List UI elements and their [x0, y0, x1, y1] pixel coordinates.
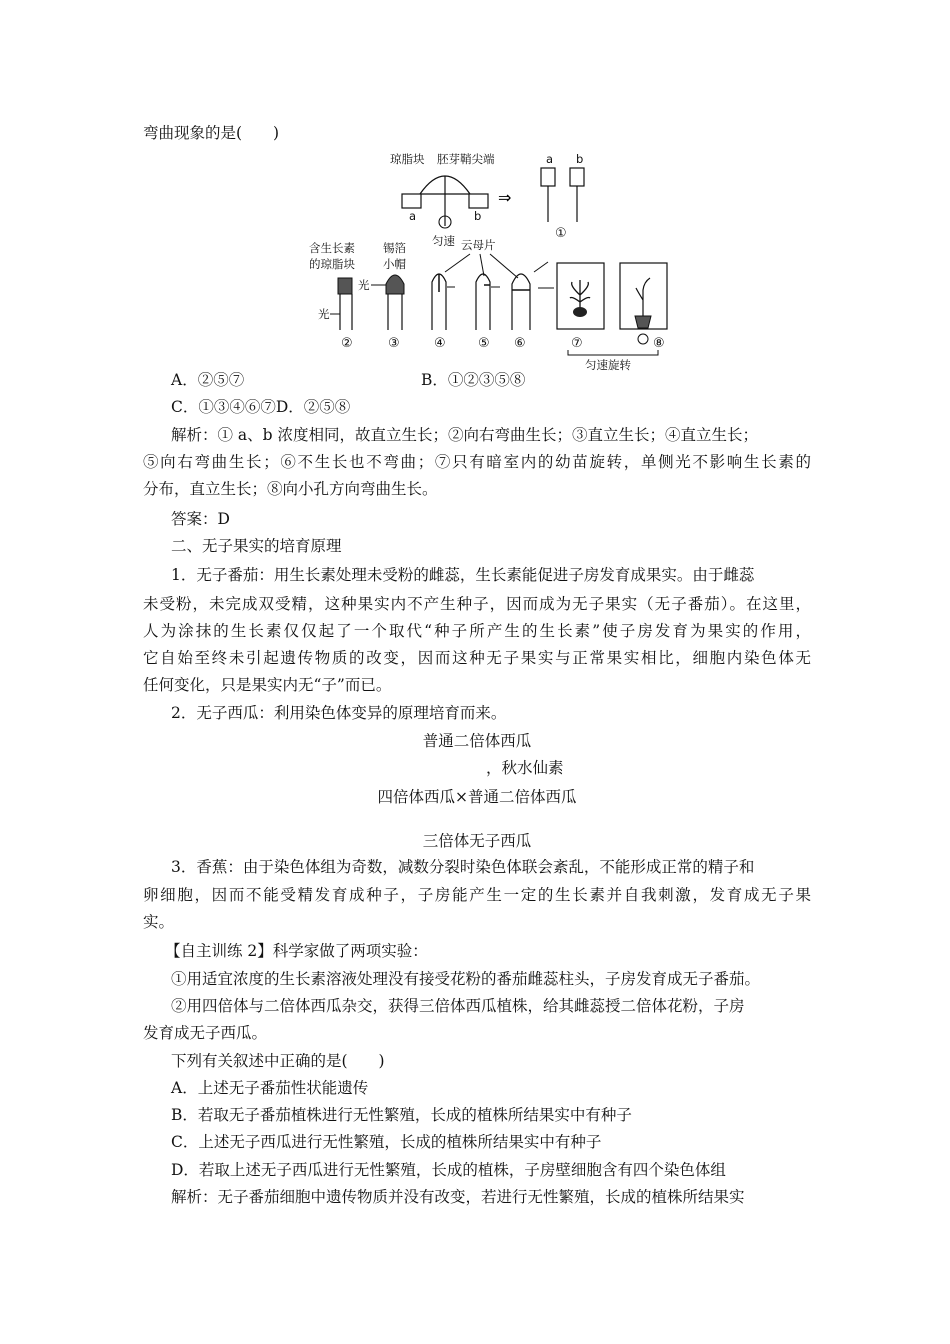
figure-num-3: ③	[388, 336, 400, 351]
scheme-line-2: ，秋水仙素	[486, 759, 564, 777]
pot-7	[573, 307, 587, 317]
p3-line-1: 3．香蕉：由于染色体组为奇数，减数分裂时染色体联会紊乱，不能形成正常的精子和	[171, 858, 755, 876]
scheme-line-4: 三倍体无子西瓜	[422, 832, 532, 850]
experiment-2-line-2: 发育成无子西瓜。	[143, 1024, 268, 1042]
mica-pointer-5	[480, 254, 484, 276]
training-title: 【自主训练 2】科学家做了两项实验：	[165, 942, 428, 960]
seedling-6	[512, 274, 530, 330]
figure-label-auxin-1: 含生长素	[309, 241, 355, 255]
figure-label-foil-2: 小帽	[383, 257, 406, 271]
figure-label-mica: 云母片	[461, 238, 496, 252]
experiment-1: ①用适宜浓度的生长素溶液处理没有接受花粉的番茄雌蕊柱头，子房发育成无子番茄。	[171, 970, 761, 988]
q2-option-a: A．上述无子番茄性状能遗传	[171, 1079, 369, 1097]
q2-option-d: D．若取上述无子西瓜进行无性繁殖，长成的植株，子房壁细胞含有四个染色体组	[171, 1161, 726, 1179]
analysis-line-1: 解析：① a、b 浓度相同，故直立生长；②向右弯曲生长；③直立生长；④直立生长；	[171, 426, 759, 444]
p1-line-5: 任何变化，只是果实内无“子”而已。	[143, 676, 392, 694]
seedling-1-agar-a	[541, 168, 555, 186]
p1-line-3: 人为涂抹的生长素仅仅起了一个取代“种子所产生的生长素”使子房发育为果实的作用，	[143, 622, 811, 640]
figure-num-7: ⑦	[571, 336, 583, 351]
figure-num-2: ②	[341, 336, 353, 351]
rotation-circle-8-icon	[638, 334, 648, 344]
option-b: B．①②③⑤⑧	[421, 371, 526, 389]
figure-num-8: ⑧	[653, 336, 665, 351]
q2-analysis: 解析：无子番茄细胞中遗传物质并没有改变，若进行无性繁殖，长成的植株所结果实	[171, 1188, 745, 1206]
analysis-line-2: ⑤向右弯曲生长；⑥不生长也不弯曲；⑦只有暗室内的幼苗旋转，单侧光不影响生长素的	[143, 453, 811, 471]
figure-label-auxin-2: 的琼脂块	[309, 257, 355, 271]
analysis-line-3: 分布，直立生长；⑧向小孔方向弯曲生长。	[143, 480, 438, 498]
option-c-d: C．①③④⑥⑦D．②⑤⑧	[171, 398, 351, 416]
p1-line-1: 1．无子番茄：用生长素处理未受粉的雌蕊，生长素能促进子房发育成果实。由于雌蕊	[171, 566, 755, 584]
agar-block-b	[469, 194, 488, 208]
scheme-line-1: 普通二倍体西瓜	[422, 732, 532, 750]
mica-pointer-6	[490, 254, 518, 278]
foil-cap	[386, 275, 404, 294]
auxin-agar-block	[338, 278, 352, 294]
experiment-2-line-1: ②用四倍体与二倍体西瓜杂交，获得三倍体西瓜植株，给其雌蕊授二倍体花粉，子房	[171, 997, 745, 1015]
q2-option-c: C．上述无子西瓜进行无性繁殖，长成的植株所结果实中有种子	[171, 1133, 602, 1151]
p1-line-2: 未受粉，未完成双受精，这种果实内不产生种子，因而成为无子果实（无子番茄）。在这里，	[143, 595, 811, 613]
experiment-figure	[300, 145, 690, 375]
arrow-right-icon: ⇒	[498, 188, 512, 207]
p3-line-3: 实。	[143, 913, 175, 931]
pot-8	[635, 316, 651, 328]
q2-option-b: B．若取无子番茄植株进行无性繁殖，长成的植株所结果实中有种子	[171, 1106, 632, 1124]
light-arrow-6	[534, 262, 548, 272]
figure-label-agar-block: 琼脂块	[390, 152, 425, 166]
figure-label-uniform-rotation: 匀速旋转	[585, 358, 631, 372]
p2: 2．无子西瓜：利用染色体变异的原理培育而来。	[171, 704, 507, 722]
figure-label-b-right: b	[576, 152, 584, 166]
figure-num-6: ⑥	[514, 336, 526, 351]
p3-line-2: 卵细胞，因而不能受精发育成种子，子房能产生一定的生长素并自我刺激，发育成无子果	[143, 886, 811, 904]
agar-block-a	[402, 194, 421, 208]
question-tail: 弯曲现象的是( )	[143, 124, 280, 142]
question-2: 下列有关叙述中正确的是( )	[171, 1052, 385, 1070]
figure-num-1: ①	[555, 226, 567, 241]
scheme-line-3: 四倍体西瓜×普通二倍体西瓜	[377, 788, 577, 806]
answer: 答案：D	[171, 510, 230, 528]
figure-label-light-2: 光	[318, 307, 330, 321]
p1-line-4: 它自始至终未引起遗传物质的改变，因而这种无子果实与正常果实相比，细胞内染色体无	[143, 649, 811, 667]
figure-label-tip: 胚芽鞘尖端	[437, 152, 495, 166]
section-title: 二、无子果实的培育原理	[171, 537, 342, 555]
figure-label-foil-1: 锡箔	[383, 241, 406, 255]
mica-pointer-4	[445, 254, 470, 272]
figure-label-a: a	[409, 209, 417, 223]
figure-label-b: b	[474, 209, 482, 223]
figure-num-5: ⑤	[478, 336, 490, 351]
figure-label-uniform: 匀速	[432, 234, 455, 248]
figure-label-a-right: a	[546, 152, 554, 166]
option-a: A．②⑤⑦	[171, 371, 245, 389]
seedling-1-agar-b	[570, 168, 584, 186]
figure-num-4: ④	[434, 336, 446, 351]
seedling-5	[476, 274, 490, 330]
figure-label-light-3: 光	[358, 278, 370, 292]
